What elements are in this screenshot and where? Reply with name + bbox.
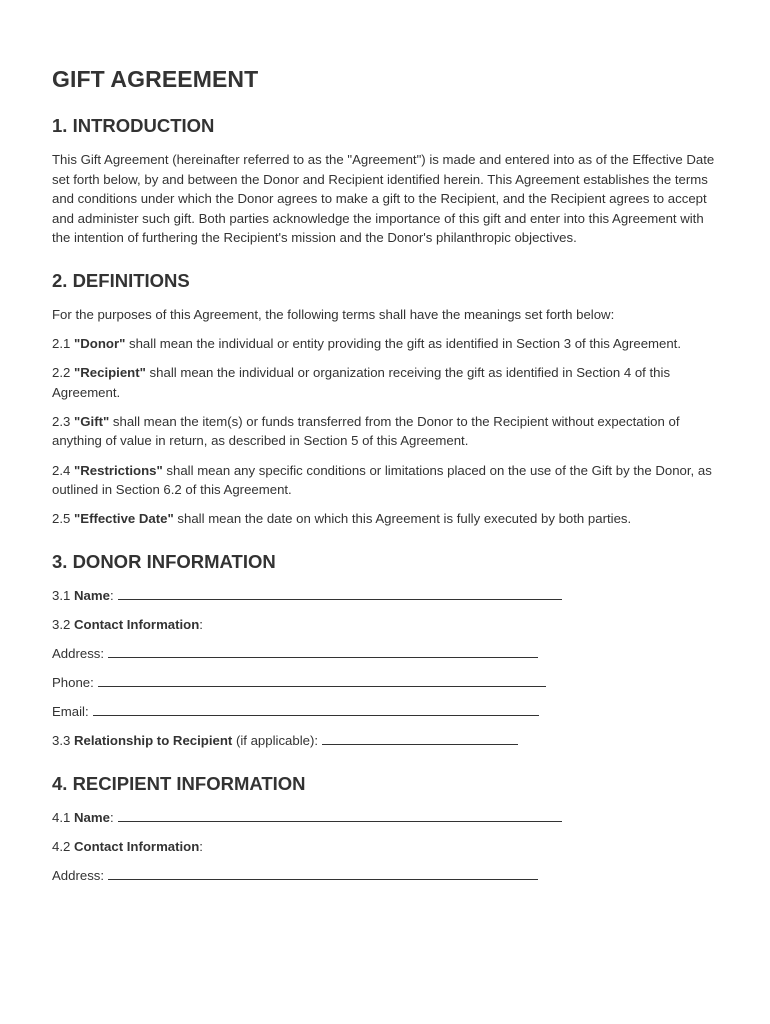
section-introduction [52, 115, 718, 248]
section-definitions [52, 270, 718, 529]
donor-phone-field [52, 673, 718, 693]
donor-relationship-field [52, 731, 718, 751]
definition-text: shall mean the individual or organization receiving the gift as identified in Section 4 of this Agreement. [52, 365, 671, 400]
field-label: Email: [52, 704, 89, 720]
field-label: Address: [52, 646, 105, 661]
field-label: Phone: [52, 675, 94, 691]
donor-email-blank[interactable] [93, 703, 539, 716]
field-number: 3.3 [52, 733, 71, 749]
definition-number: 2.3 [52, 413, 71, 429]
donor-phone-blank[interactable] [98, 674, 546, 687]
definition-text: shall mean the date on which this Agreement is fully executed by both parties. [173, 511, 632, 527]
definition-number: 2.1 [52, 336, 71, 352]
definition-text: shall mean the individual or entity providing the gift as identified in Section 3 of this Agreement. [125, 336, 682, 352]
donor-address-blank[interactable] [108, 645, 538, 658]
donor-address-field [52, 644, 718, 664]
definition-text: shall mean the item(s) or funds transferred from the Donor to the Recipient without expectation of anything of value in return, as described in Section 5 of this Agreement. [52, 413, 680, 449]
definition-text: shall mean any specific conditions or limitations placed on the use of the Gift by the Donor, as outlined in Section 6.2 of this Agreement. [52, 462, 712, 498]
field-label: Contact Information [74, 616, 200, 632]
field-label: Address: [52, 868, 105, 884]
donor-name-field: 3.1 Name: [52, 586, 718, 606]
field-note: (if applicable): [235, 733, 319, 749]
field-number: 3.2 [52, 616, 71, 632]
definition-term: "Restrictions" [74, 462, 163, 478]
recipient-name-blank[interactable] [118, 809, 562, 822]
definition-item [52, 461, 718, 500]
definition-term: "Donor" [74, 336, 126, 352]
introduction-paragraph: This Gift Agreement (hereinafter referred to as the "Agreement") is made and entered into as of the Effective Date set forth below, by and between the Donor and Recipient identified herein. This Agreement establishes the terms and conditions under which the Donor agrees to make a gift to the Recipient, and the Recipient agrees to accept and administer such gift. Both parties acknowledge the importance of this gift and enter into this Agreement with the intention of furthering the Recipient's mission and the Donor's philanthropic objectives. [52, 152, 715, 246]
definition-term: "Gift" [74, 413, 110, 429]
field-number: 4.1 [52, 809, 71, 825]
section-heading: 2. DEFINITIONS [52, 269, 190, 291]
field-label: Name [74, 587, 110, 603]
recipient-name-field: 4.1 Name: [52, 808, 718, 828]
definition-item [52, 363, 718, 402]
field-label: Relationship to Recipient [74, 733, 233, 749]
field-label: Contact Information [74, 838, 200, 854]
donor-contact-heading: 3.2 Contact Information: [52, 616, 203, 632]
document-title: GIFT AGREEMENT [52, 66, 259, 92]
definition-number: 2.5 [52, 511, 71, 527]
field-label: Name [74, 809, 110, 825]
section-heading: 1. INTRODUCTION [52, 115, 215, 136]
section-heading: 3. DONOR INFORMATION [52, 550, 276, 572]
definition-item [52, 412, 718, 451]
definition-item [52, 509, 718, 529]
definition-term: "Recipient" [74, 365, 146, 381]
recipient-contact-heading: 4.2 Contact Information: [52, 838, 203, 854]
section-donor-information [52, 551, 718, 751]
field-number: 4.2 [52, 838, 71, 854]
definition-number: 2.4 [52, 462, 71, 478]
donor-email-field [52, 702, 718, 722]
donor-name-blank[interactable] [118, 587, 562, 600]
definition-number: 2.2 [52, 365, 71, 381]
recipient-address-field [52, 866, 718, 886]
section-recipient-information [52, 773, 718, 886]
definition-item [52, 334, 718, 354]
field-number: 3.1 [52, 587, 71, 603]
recipient-address-blank[interactable] [108, 867, 538, 880]
definition-term: "Effective Date" [74, 511, 174, 527]
section-heading: 4. RECIPIENT INFORMATION [52, 772, 306, 794]
donor-relationship-blank[interactable] [322, 732, 518, 745]
definitions-lead: For the purposes of this Agreement, the following terms shall have the meanings set forth below: [52, 306, 615, 322]
